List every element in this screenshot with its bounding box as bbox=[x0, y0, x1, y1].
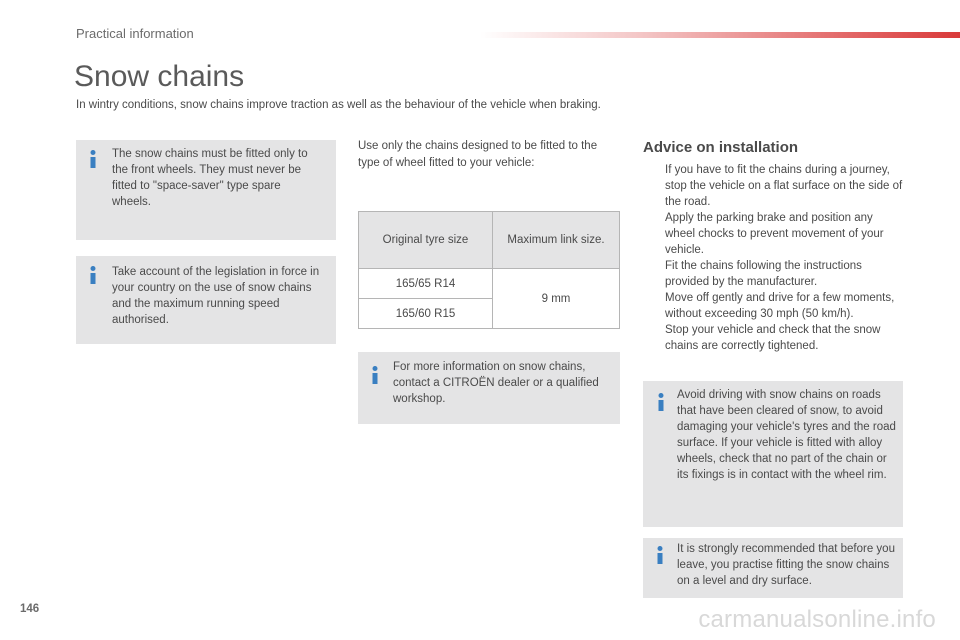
page-title: Snow chains bbox=[74, 60, 245, 93]
info-icon bbox=[88, 266, 98, 284]
table-header-tyre-size: Original tyre size bbox=[359, 212, 493, 269]
intro-text: In wintry conditions, snow chains improve traction as well as the behaviour of the vehicle when braking. bbox=[76, 99, 601, 111]
note-box-front-wheels bbox=[76, 140, 336, 240]
table-cell-tyre-size: 165/65 R14 bbox=[359, 269, 493, 299]
table-cell-tyre-size: 165/60 R15 bbox=[359, 299, 493, 329]
advice-list bbox=[643, 162, 905, 354]
list-item-text: Apply the parking brake and position any wheel chocks to prevent movement of your vehicle. bbox=[665, 212, 884, 256]
page-number: 146 bbox=[20, 603, 40, 615]
note-legislation: Take account of the legislation in force in your country on the use of snow chains and the maximum running speed authorised. bbox=[112, 266, 320, 326]
chains-intro: Use only the chains designed to be fitted to the type of wheel fitted to your vehicle: bbox=[358, 140, 598, 169]
list-item bbox=[643, 290, 905, 322]
info-icon bbox=[655, 546, 665, 564]
note-box-legislation bbox=[76, 256, 336, 344]
note-box-practise bbox=[643, 538, 903, 598]
table-header-link-size: Maximum link size. bbox=[493, 212, 620, 269]
info-icon bbox=[88, 150, 98, 168]
list-item bbox=[643, 322, 905, 354]
header-accent-bar bbox=[480, 32, 960, 38]
note-avoid: Avoid driving with snow chains on roads that have been cleared of snow, to avoid damaging your vehicle's tyres and the road surface. If your vehicle is fitted with alloy wheels, check that no part of the chain or its fixings is in contact with the wheel rim. bbox=[677, 389, 896, 481]
list-item-text: Move off gently and drive for a few moments, without exceeding 30 mph (50 km/h). bbox=[665, 292, 895, 320]
table-cell-link-size: 9 mm bbox=[493, 269, 620, 329]
note-front-wheels: The snow chains must be fitted only to the front wheels. They must never be fitted to "space-saver" type spare wheels. bbox=[112, 148, 308, 208]
list-item bbox=[643, 210, 905, 258]
advice-heading: Advice on installation bbox=[643, 139, 799, 156]
list-item-text: Stop your vehicle and check that the snow chains are correctly tightened. bbox=[665, 324, 881, 352]
info-icon bbox=[656, 393, 666, 411]
list-item bbox=[643, 162, 905, 210]
tyre-size-table bbox=[358, 211, 620, 329]
list-item-text: If you have to fit the chains during a journey, stop the vehicle on a flat surface on the side of the road. bbox=[665, 164, 903, 208]
section-label: Practical information bbox=[76, 26, 194, 41]
info-icon bbox=[370, 366, 380, 384]
list-item-text: Fit the chains following the instructions provided by the manufacturer. bbox=[665, 260, 862, 288]
watermark: carmanualsonline.info bbox=[698, 606, 936, 633]
note-more-info: For more information on snow chains, contact a CITROËN dealer or a qualified workshop. bbox=[393, 361, 599, 405]
note-practise: It is strongly recommended that before you leave, you practise fitting the snow chains on a level and dry surface. bbox=[677, 543, 895, 587]
table-header-row bbox=[359, 212, 620, 269]
note-box-more-info bbox=[358, 352, 620, 424]
list-item bbox=[643, 258, 905, 290]
note-box-avoid bbox=[643, 381, 903, 527]
table-row bbox=[359, 269, 620, 299]
